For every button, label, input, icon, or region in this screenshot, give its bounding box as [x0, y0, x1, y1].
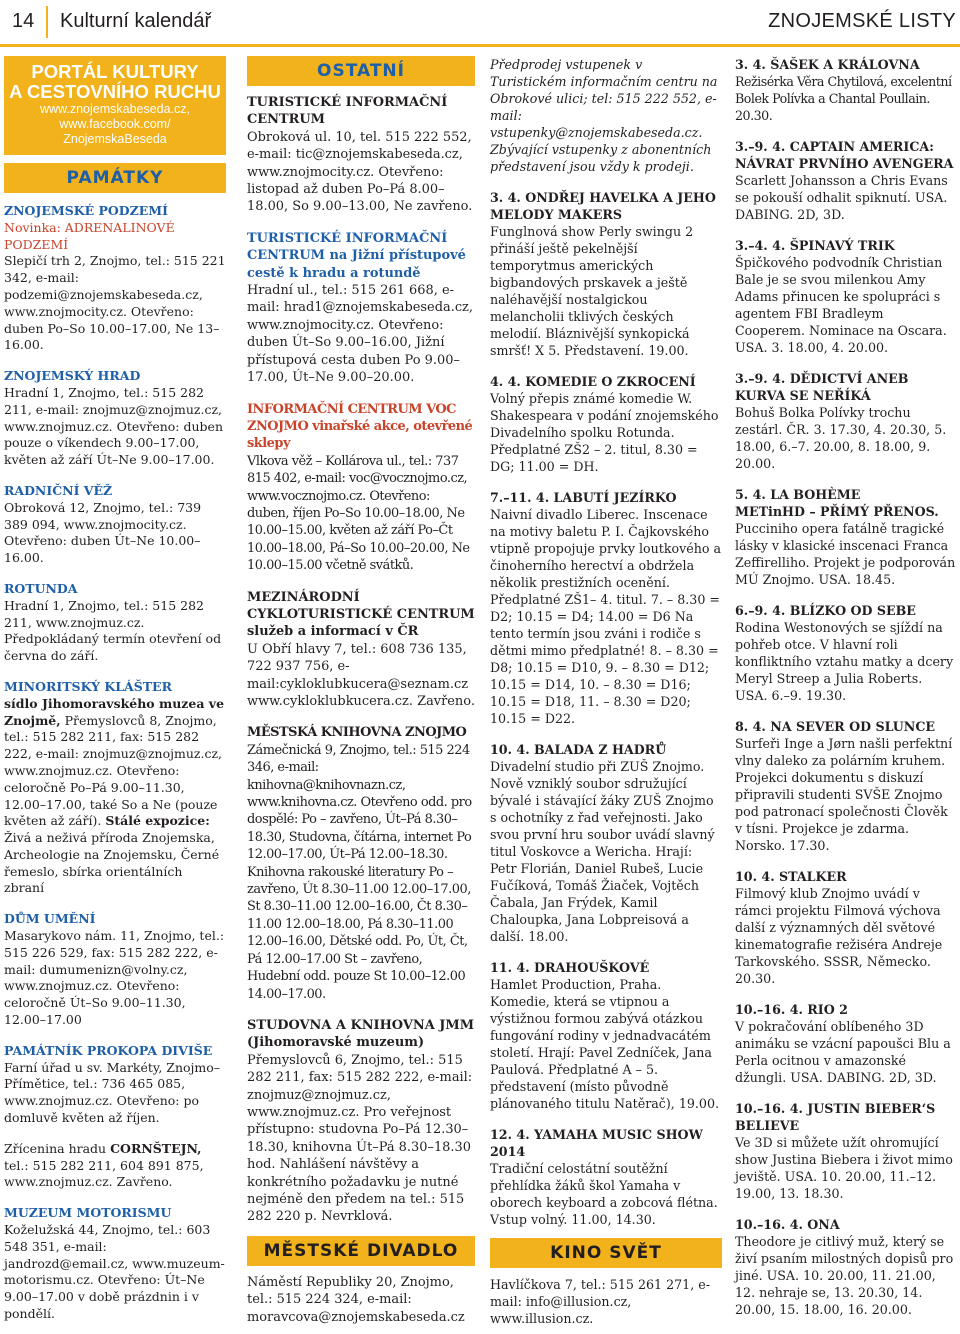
page-header [0, 0, 960, 46]
entry-body: Hradní 1, Znojmo, tel.: 515 282 211, e-mail: znojmuz@znojmuz.cz, www.znojmuz.cz. Otevřeno: duben pouze o víkendech 9.00–17.00, květen až září Út–Ne 9.00–17.00. [4, 384, 223, 468]
film-title: 10. 4. STALKER [735, 869, 847, 884]
event-body: Funglnová show Perly swingu 2 přináší ještě pekelnější temporytmus amerických bigbandových prskavek a ještě naléhavější nostalgickou melancholii tklivých českých melodií. Bláznivější synkopická smršť! X 5. Představení. 19.00. [490, 224, 694, 358]
entry-body: Koželužská 44, Znojmo, tel.: 603 548 351, e-mail: jandrozd@email.cz, www.muzeum-motorismu.cz. Otevřeno: Út–Ne 9.00–17.00 v době prázdnin i v pondělí. [4, 1222, 225, 1322]
film-title: 3. 4. ŠAŠEK A KRÁLOVNA [735, 57, 920, 72]
event-title: 11. 4. DRAHOUŠKOVÉ [490, 960, 650, 975]
event-body: Tradiční celostátní soutěžní přehlídka žáků škol Yamaha v oborech keyboard a zobcová flétna. Vstup volný. 11.00, 14.30. [490, 1161, 718, 1227]
entry-title: STUDOVNA A KNIHOVNA JMM (Jihomoravské muzeum) [247, 1017, 475, 1051]
entry-body: tel.: 515 282 211, 604 891 875, www.znojmuz.cz. Zavřeno. [4, 1157, 204, 1190]
entry-body: Obroková ul. 10, tel. 515 222 552, e-mail: tic@znojemskabeseda.cz, www.znojmocity.cz. Otevřeno: listopad až duben Po–Pá 8.00–18.00, So 9.00–13.00, Ne zavřeno. [247, 129, 473, 215]
entry-title: MEZINÁRODNÍ CYKLOTURISTICKÉ CENTRUM služeb a informací v ČR [247, 589, 475, 640]
header-separator [46, 6, 48, 38]
column-divadlo [490, 56, 722, 1327]
expo-body: Živá a neživá příroda Znojemska, Archeologie na Znojemsku, Černé řemeslo, sbírka orientálních zbraní [4, 830, 220, 896]
film-title: 10.–16. 4. JUSTIN BIEBER‘S BELIEVE [735, 1101, 936, 1133]
entry-voc [247, 401, 475, 575]
film-title: 10.–16. 4. RIO 2 [735, 1002, 848, 1017]
entry-title: RADNIČNÍ VĚŽ [4, 482, 113, 498]
entry-klaster [4, 679, 226, 897]
portal-title-1: PORTÁL KULTURY [31, 61, 199, 82]
entry-dum [4, 911, 226, 1029]
film-body: Bohuš Bolka Polívky trochu zestárl. ČR. 3. 17.30, 4. 20.30, 5. 18.00, 6.–7. 20.00, 8. 18.00, 9. 20.00. [735, 405, 947, 471]
portal-title-2: A CESTOVNÍHO RUCHU [9, 81, 221, 102]
event-body: Naivní divadlo Liberec. Inscenace na motivy baletu P. I. Čajkovského vtipně propojuje prvky loutkového a činoherního herectví a obdržela několik prestižních ocenění. Předplatné ZŠ1– 4. titul. 7. – 8.30 = D2; 10.15 = D4; 14.00 = D6 Na tento termín jsou zváni i rodiče s dětmi mimo předplatné! 8. – 8.30 = D8; 10.15 = D10, 9. – 8.30 = D12; 10.15 = D14, 10. – 8.30 = D16; 10.15 = D18, 11. – 8.30 = D20; 10.15 = D22. [490, 507, 722, 726]
entry-title: PAMÁTNÍK PROKOPA DIVIŠE [4, 1042, 213, 1058]
film-title: 5. 4. LA BOHÈME [735, 487, 861, 502]
film-stalker [735, 868, 957, 987]
entry-podzemi [4, 203, 226, 354]
event-title: 7.–11. 4. LABUTÍ JEZÍRKO [490, 490, 677, 505]
entry-body: Přemyslovců 8, Znojmo, tel.: 515 282 211, fax: 515 282 222, e-mail: znojmuz@znojmuz.cz, www.znojmuz.cz. Otevřeno: celoročně Po–Pá 9.00–11.30, 12.00–17.00, také So a Ne (pouze květen až září). [4, 712, 222, 829]
entry-cornstejn [4, 1141, 226, 1191]
header-rule [0, 44, 960, 47]
expo-label: Stálé expozice: [105, 813, 210, 829]
entry-body: Přemyslovců 6, Znojmo, tel.: 515 282 211, fax: 515 282 222, e-mail: znojmuz@znojmuz.cz, www.znojmuz.cz. Pro veřejnost přístupno: studovna Po–Pá 12.30–18.30, knihovna Út–Pá 8.30–18.30 hod. Nahlášení návštěvy a konkrétního požadavku je nutné nejméně den předem na tel.: 515 282 220 p. Nevrklová. [247, 1052, 473, 1225]
entry-title: CORNŠTEJN, [110, 1140, 202, 1156]
entry-studovna [247, 1017, 475, 1226]
film-body: Scarlett Johansson a Chris Evans se pokouší odhalit spiknutí. USA. DABING. 2D, 3D. [735, 173, 948, 222]
banner-divadlo: MĚSTSKÉ DIVADLO [247, 1236, 475, 1266]
film-title: 6.–9. 4. BLÍZKO OD SEBE [735, 603, 916, 618]
entry-body: Farní úřad u sv. Markéty, Znojmo–Přímětice, tel.: 736 465 085, www.znojmuz.cz. Otevřeno: po domluvě květen až říjen. [4, 1059, 221, 1126]
entry-body: U Obří hlavy 7, tel.: 608 736 135, 722 937 756, e-mail:cykloklubkucera@seznam.cz www.cykloklubkucera.cz. Zavřeno. [247, 641, 475, 709]
column-kino [735, 56, 957, 1318]
event-title: 10. 4. BALADA Z HADRŮ [490, 742, 667, 757]
entry-tic2 [247, 230, 475, 387]
entry-title: ZNOJEMSKÝ HRAD [4, 368, 141, 384]
banner-pamatky: PAMÁTKY [4, 163, 226, 193]
entry-title: ROTUNDA [4, 580, 78, 596]
film-title: 8. 4. NA SEVER OD SLUNCE [735, 719, 936, 734]
entry-tic1 [247, 94, 475, 216]
event-havelka [490, 189, 722, 359]
entry-subtitle: sídlo Jihomoravského muzea ve Znojmě, [4, 695, 225, 728]
publication-title: ZNOJEMSKÉ LISTY [768, 10, 956, 32]
entry-body: Zámečnická 9, Znojmo, tel.: 515 224 346, e-mail: knihovna@knihovnazn.cz, www.knihovna.cz. Otevřeno odd. pro dospělé: Po – zavřeno, Út–Pá 8.30–18.30, Studovna, čítárna, internet Po 12.00–17.00, Út–Pá 12.00–18.30. Knihovna rakouské literatury Po – zavřeno, Út 8.30–11.00 12.00–17.00, St 8.30–11.00 12.00–16.00, Čt 8.30–11.00 12.00–18.00, Pá 8.30–11.00 12.00–16.00, Dětské odd. Po, Út, Čt, Pá 12.00–17.00 St – zavřeno, Hudební odd. pouze St 10.00–12.00 14.00–17.00. [247, 742, 472, 1002]
portal-url-1[interactable]: www.znojemskabeseda.cz, [39, 102, 191, 116]
entry-body: Obroková 12, Znojmo, tel.: 739 389 094, www.znojmocity.cz. Otevřeno: duben Út–Ne 10.00–16.00. [4, 499, 202, 566]
section-title: Kulturní kalendář [60, 10, 212, 32]
film-bieber [735, 1100, 957, 1202]
portal-url-2[interactable]: www.facebook.com/ ZnojemskaBeseda [59, 117, 171, 146]
event-drahouskove [490, 959, 722, 1112]
film-body: Režisérka Věra Chytilová, excelentní Bolek Polívka a Chantal Poullain. 20.30. [735, 74, 952, 123]
event-yamaha [490, 1126, 722, 1228]
entry-body: Havlíčkova 7, tel.: 515 261 271, e-mail: info@illusion.cz, www.illusion.cz. [490, 1277, 711, 1326]
entry-rotunda [4, 581, 226, 665]
film-body: Surfeři Inge a Jørn našli perfektní vlny daleko za polárním kruhem. Projekci dokumentu s diskuzí připravili studenti SVŠE Znojmo pod patronací společnosti Člověk v tísni. Projekce je zdarma. Norsko. 17.30. [735, 736, 953, 853]
entry-divadlo [247, 1274, 475, 1326]
event-body: Volný přepis známé komedie W. Shakespeara v podání znojemského Divadelního spolku Rotunda. Předplatné ZŠ2 – 2. titul, 8.30 = DG; 11.00 = DH. [490, 391, 719, 474]
entry-body: Masarykovo nám. 11, Znojmo, tel.: 515 226 529, fax: 515 282 222, e-mail: dumumenizn@volny.cz, www.znojmuz.cz. Otevřeno: celoročně Út–So 9.00–11.30, 12.00–17.00 [4, 928, 225, 1028]
film-title: 10.–16. 4. ONA [735, 1217, 840, 1232]
entry-hrad [4, 368, 226, 469]
film-dedictvi [735, 370, 957, 472]
entry-title: INFORMAČNÍ CENTRUM VOC ZNOJMO vinařské akce, otevřené sklepy [247, 401, 473, 452]
event-labuti [490, 489, 722, 727]
entry-divis [4, 1043, 226, 1127]
film-subtitle: METinHD – PŘÍMÝ PŘENOS. [735, 504, 939, 519]
portal-box [4, 56, 226, 155]
event-hadru [490, 741, 722, 945]
film-rio [735, 1001, 957, 1086]
film-title: 3.–9. 4. DĚDICTVÍ ANEB KURVA SE NEŘÍKÁ [735, 371, 909, 403]
page-number: 14 [12, 10, 35, 32]
film-body: Špičkového podvodník Christian Bale je se svou milenkou Amy Adams přinucen ke spolupráci s agentem FBI Bradleym Cooperem. Nominace na Oscara. USA. 3. 18.00, 4. 20.00. [735, 255, 947, 355]
film-ona [735, 1216, 957, 1318]
entry-body: Náměstí Republiky 20, Znojmo, tel.: 515 224 324, e-mail: moravcova@znojemskabeseda.cz [247, 1274, 465, 1325]
column-ostatni [247, 56, 475, 1326]
banner-kino: KINO SVĚT [490, 1238, 722, 1268]
film-body: V pokračování oblíbeného 3D animáku se vzácní papoušci Blu a Perla ocitnou v amazonské džungli. USA. DABING. 2D, 3D. [735, 1019, 951, 1085]
film-body: Rodina Westonových se sjíždí na pohřeb otce. V hlavní roli konfliktního vztahu matky a dcery Meryl Streep a Julia Roberts. USA. 6.–9. 19.30. [735, 620, 954, 703]
film-body: Pucciniho opera fatálně tragické lásky v klasické inscenaci Franca Zeffirelliho. Projekt je podporován MÚ Znojmo. USA. 18.45. [735, 521, 956, 587]
column-pamatky [4, 56, 226, 1323]
film-title: 3.–9. 4. CAPTAIN AMERICA: NÁVRAT PRVNÍHO AVENGERA [735, 139, 954, 171]
entry-title: TURISTICKÉ INFORMAČNÍ CENTRUM na Jižní přístupové cestě k hradu a rotundě [247, 230, 466, 281]
entry-cyklo [247, 589, 475, 711]
entry-knihovna [247, 724, 475, 1003]
entry-title: ZNOJEMSKÉ PODZEMÍ [4, 203, 168, 218]
entry-prefix: Zřícenina hradu [4, 1140, 107, 1156]
event-title: 12. 4. YAMAHA MUSIC SHOW 2014 [490, 1127, 703, 1159]
entry-title: TURISTICKÉ INFORMAČNÍ CENTRUM [247, 95, 448, 128]
entry-body: Slepičí trh 2, Znojmo, tel.: 515 221 342, e-mail: podzemi@znojemskabeseda.cz, www.znojmocity.cz. Otevřeno: duben Po–So 10.00–17.00, Ne 13–16.00. [4, 253, 226, 353]
film-blizko [735, 602, 957, 704]
entry-title: MINORITSKÝ KLÁŠTER [4, 678, 172, 694]
film-title: 3.–4. 4. ŠPINAVÝ TRIK [735, 238, 895, 253]
film-boheme [735, 486, 957, 588]
entry-novinka: Novinka: ADRENALINOVÉ PODZEMÍ [4, 219, 175, 252]
film-body: Filmový klub Znojmo uvádí v rámci projektu Filmová výchova další z významných děl světové kinematografie režiséra Andreje Tarkovského. SSSR, Německo. 20.30. [735, 886, 943, 986]
event-body: Hamlet Production, Praha. Komedie, která se vtipnou a výstižnou formou zabývá otázkou fungování rodiny v jednadvacátém století. Hrají: Pavel Zedníček, Jana Paulová. Předplatné A – 5. představení (místo původně plánovaného titulu Natěrač), 19.00. [490, 977, 720, 1111]
event-title: 3. 4. ONDŘEJ HAVELKA A JEHO MELODY MAKERS [490, 190, 716, 222]
film-body: Ve 3D si můžete užít ohromující show Justina Biebera i život mimo jeviště. USA. 10. 20.00, 11.–12. 19.00, 13. 18.30. [735, 1135, 953, 1201]
entry-vez [4, 483, 226, 567]
event-body: Divadelní studio při ZUŠ Znojmo. Nově vzniklý soubor sdružující bývalé i stávající žáky ZUŠ Znojmo s ochotníky z řad veřejnosti. Jako svou první hru soubor uvádí slavný titul Voskovce a Wericha. Hrají: Petr Florián, Daniel Rubeš, Lucie Fučíková, Tomáš Žiaček, Vojtěch Čabala, Jan Frýdek, Kamil Chaloupka, Jana Lobpreisová a další. 18.00. [490, 759, 715, 944]
entry-title: MĚSTSKÁ KNIHOVNA ZNOJMO [247, 725, 467, 741]
entry-kino [490, 1276, 722, 1327]
entry-body: Hradní 1, Znojmo, tel.: 515 282 211, www.znojmuz.cz. Předpokládaný termín otevření od června do září. [4, 597, 222, 664]
event-title: 4. 4. KOMEDIE O ZKROCENÍ [490, 374, 696, 389]
predprodej-note: Předprodej vstupenek v Turistickém informačním centru na Obrokové ulici; tel: 515 222 552, e-mail: vstupenky@znojemskabeseda.cz. Zbývající vstupenky z abonentních představení jsou vždy k prodeji. [490, 57, 718, 174]
film-body: Theodore je citlivý muž, který se živí psaním milostných dopisů pro jiné. USA. 10. 20.00, 11. 21.00, 12. nehraje se, 13. 20.30, 14. 20.00, 15. 18.00, 16. 20.00. [735, 1234, 954, 1317]
banner-ostatni: OSTATNÍ [247, 56, 475, 86]
event-komedie [490, 373, 722, 475]
entry-title: MUZEUM MOTORISMU [4, 1205, 172, 1221]
entry-body: Vlkova věž – Kollárova ul., tel.: 737 815 402, e-mail: voc@vocznojmo.cz, www.vocznojmo.cz. Otevřeno: duben, říjen Po–So 10.00–18.00, Ne 10.00–15.00, květen až září Po–Čt 10.00–18.00, Pá–So 10.00–20.00, Ne 10.00–15.00 včetně svátků. [247, 453, 470, 574]
entry-body: Hradní ul., tel.: 515 261 668, e-mail: hrad1@znojemskabeseda.cz, www.znojmocity.cz. Otevřeno: duben Út–So 9.00–16.00, Jižní přístupová cesta duben Po 9.00–17.00, Út–Ne 9.00–20.00. [247, 283, 473, 386]
entry-title: DŮM UMĚNÍ [4, 911, 96, 927]
film-captain [735, 138, 957, 223]
entry-motorismu [4, 1205, 226, 1323]
film-sever [735, 718, 957, 854]
film-spinavy [735, 237, 957, 356]
film-sasek [735, 56, 957, 124]
